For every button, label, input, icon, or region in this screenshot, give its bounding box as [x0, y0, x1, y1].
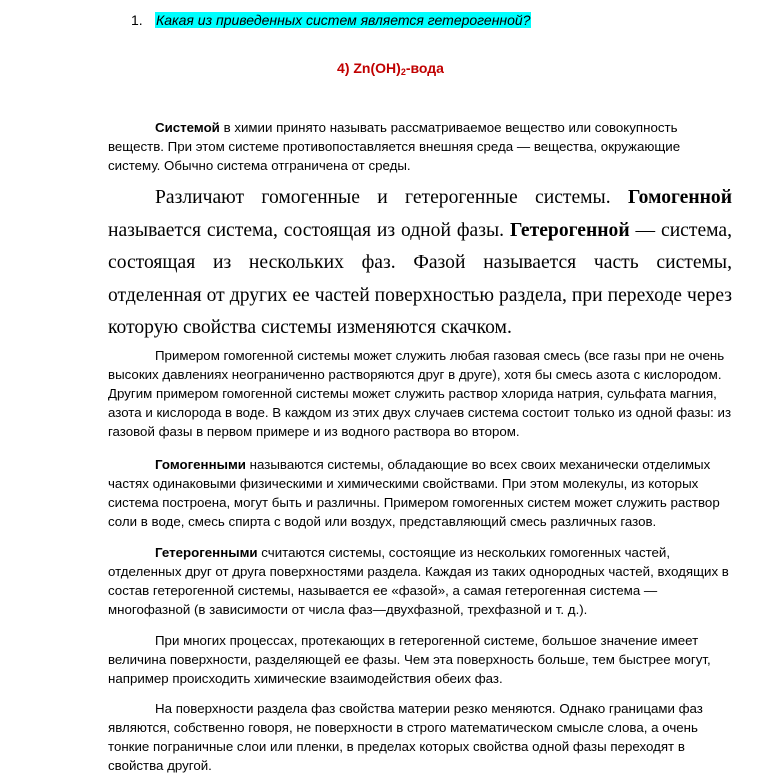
answer-prefix: 4) Zn(OH)	[337, 60, 401, 76]
paragraph-text: Различают гомогенные и гетерогенные системы.	[155, 187, 628, 208]
paragraph-homogeneous-example	[108, 346, 732, 441]
paragraph-phases	[108, 182, 732, 345]
question-text: Какая из приведенных систем является гетерогенной?	[156, 12, 531, 28]
term-system: Системой	[155, 120, 220, 135]
question-item	[131, 10, 531, 30]
term-homogeneous-systems: Гомогенными	[155, 457, 246, 472]
answer-line	[0, 58, 781, 82]
paragraph-text: На поверхности раздела фаз свойства материи резко меняются. Однако границами фаз являются, собственно говоря, не поверхности в строго математическом смысле слова, а очень тонкие пограничные слои или пленки, в пределах которых свойства одной фазы переходят в свойства другой.	[108, 701, 703, 773]
paragraph-system-definition	[108, 118, 732, 175]
paragraph-homogeneous-definition	[108, 455, 732, 531]
question-number: 1.	[131, 12, 143, 28]
term-heterogeneous: Гетерогенной	[509, 219, 630, 241]
term-heterogeneous-systems: Гетерогенными	[155, 545, 258, 560]
paragraph-text: в химии принято называть рассматриваемое вещество или совокупность веществ. При этом системе противопоставляется внешняя среда — вещества, окружающие систему. Обычно система отграничена от среды.	[108, 120, 681, 173]
paragraph-text: — система, состоящая из нескольких фаз. Фазой называется часть системы, отделенная от других ее частей поверхностью раздела, при переходе через которую свойства системы изменяются скачком.	[108, 219, 732, 338]
paragraph-text: называется система, состоящая из одной фазы.	[108, 219, 510, 241]
answer-suffix: -вода	[405, 60, 444, 76]
term-homogeneous: Гомогенной	[627, 187, 732, 208]
paragraph-text: Примером гомогенной системы может служить любая газовая смесь (все газы при не очень высоких давлениях неограниченно растворяются друг в друге), хотя бы смесь азота с кислородом. Другим примером гомогенной системы может служить раствор хлорида натрия, сульфата магния, азота и кислорода в воде. В каждом из этих двух случаев система состоит только из одной фазы: из газовой фазы в первом примере и из водного раствора во втором.	[108, 348, 732, 439]
paragraph-text: При многих процессах, протекающих в гетерогенной системе, большое значение имеет величина поверхности, разделяющей ее фазы. Чем эта поверхность больше, тем быстрее могут, например происходить химические взаимодействия обеих фаз.	[108, 633, 711, 686]
paragraph-surface	[108, 631, 732, 688]
answer-subscript: 2	[400, 67, 406, 77]
paragraph-text: считаются системы, состоящие из нескольких гомогенных частей, отделенных друг от друга поверхностями раздела. Каждая из таких однородных частей, входящих в состав гетерогенной системы, называется ее «фазой», а самая гетерогенная система — многофазной (в зависимости от числа фаз—двухфазной, трехфазной и т. д.).	[108, 545, 729, 617]
paragraph-boundary	[108, 699, 732, 775]
paragraph-heterogeneous-definition	[108, 543, 732, 619]
paragraph-text: называются системы, обладающие во всех своих механически отделимых частях одинаковыми физическими и химическими свойствами. При этом молекулы, из которых система построена, могут быть и различны. Примером гомогенных систем может служить раствор соли в воде, смесь спирта с водой или воздух, представляющий смесь различных газов.	[108, 457, 720, 529]
